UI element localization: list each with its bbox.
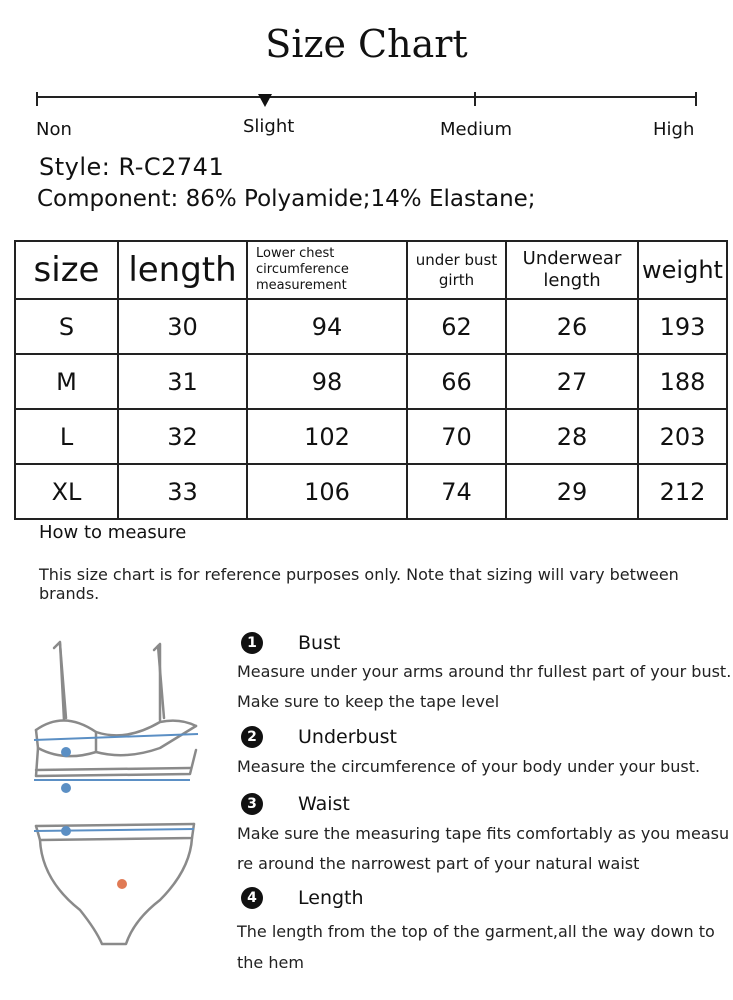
number-4-icon: 4 xyxy=(241,887,263,909)
table-cell: 102 xyxy=(247,409,407,464)
table-cell: S xyxy=(15,299,118,354)
table-cell: 66 xyxy=(407,354,506,409)
table-row xyxy=(15,409,727,464)
bikini-illustration xyxy=(30,630,210,960)
table-cell: 33 xyxy=(118,464,247,519)
style-line xyxy=(39,153,224,181)
header-length: length xyxy=(118,241,247,299)
table-cell: M xyxy=(15,354,118,409)
table-cell: L xyxy=(15,409,118,464)
section-text: Measure the circumference of your body under your bust. xyxy=(237,757,701,776)
number-3-icon: 3 xyxy=(241,793,263,815)
table-cell: 212 xyxy=(638,464,727,519)
table-cell: 27 xyxy=(506,354,638,409)
table-row xyxy=(15,299,727,354)
marker-4-icon xyxy=(117,879,127,889)
section-text: the hem xyxy=(237,953,304,972)
header-weight: weight xyxy=(638,241,727,299)
number-2-icon: 2 xyxy=(241,726,263,748)
scale-tick-medium xyxy=(474,92,476,106)
component-line: Component: 86% Polyamide;14% Elastane; xyxy=(37,186,536,212)
table-cell: 62 xyxy=(407,299,506,354)
table-header-row xyxy=(15,241,727,299)
table-cell: 26 xyxy=(506,299,638,354)
table-row xyxy=(15,354,727,409)
disclaimer-note: This size chart is for reference purposes only. Note that sizing will vary between brands. xyxy=(39,565,679,603)
page-title: Size Chart xyxy=(265,22,468,66)
table-cell: 70 xyxy=(407,409,506,464)
table-cell: 193 xyxy=(638,299,727,354)
table-cell: 203 xyxy=(638,409,727,464)
table-cell: 74 xyxy=(407,464,506,519)
table-cell: 31 xyxy=(118,354,247,409)
size-table xyxy=(14,240,728,520)
section-title-bust: Bust xyxy=(298,632,341,654)
stretch-scale-line xyxy=(37,96,697,98)
marker-1-icon xyxy=(61,747,71,757)
stretch-marker-icon xyxy=(258,94,272,107)
number-1-icon: 1 xyxy=(241,632,263,654)
header-size: size xyxy=(15,241,118,299)
marker-2-icon xyxy=(61,783,71,793)
header-lower-chest: Lower chest circumference measurement xyxy=(247,241,407,299)
marker-3-icon xyxy=(61,826,71,836)
table-cell: 32 xyxy=(118,409,247,464)
section-text: Make sure the measuring tape fits comfortably as you measu xyxy=(237,824,730,843)
how-to-measure-heading: How to measure xyxy=(39,522,187,543)
table-cell: 188 xyxy=(638,354,727,409)
header-under-bust: under bust girth xyxy=(407,241,506,299)
section-title-length: Length xyxy=(298,887,364,909)
section-text: re around the narrowest part of your natural waist xyxy=(237,854,640,873)
table-cell: 29 xyxy=(506,464,638,519)
table-cell: 106 xyxy=(247,464,407,519)
scale-tick-non xyxy=(36,92,38,106)
section-title-underbust: Underbust xyxy=(298,726,397,748)
table-cell: XL xyxy=(15,464,118,519)
scale-label-medium: Medium xyxy=(440,119,512,140)
section-text: The length from the top of the garment,all the way down to xyxy=(237,922,715,941)
scale-label-slight: Slight xyxy=(243,116,295,137)
scale-tick-high xyxy=(695,92,697,106)
table-cell: 98 xyxy=(247,354,407,409)
style-value: R-C2741 xyxy=(118,153,225,181)
table-cell: 30 xyxy=(118,299,247,354)
table-cell: 28 xyxy=(506,409,638,464)
header-underwear-length: Underwear length xyxy=(506,241,638,299)
section-text: Measure under your arms around thr fullest part of your bust. xyxy=(237,662,732,681)
style-label: Style: xyxy=(39,153,111,181)
table-cell: 94 xyxy=(247,299,407,354)
table-row xyxy=(15,464,727,519)
scale-label-high: High xyxy=(653,119,695,140)
section-text: Make sure to keep the tape level xyxy=(237,692,500,711)
scale-label-non: Non xyxy=(36,119,72,140)
section-title-waist: Waist xyxy=(298,793,350,815)
